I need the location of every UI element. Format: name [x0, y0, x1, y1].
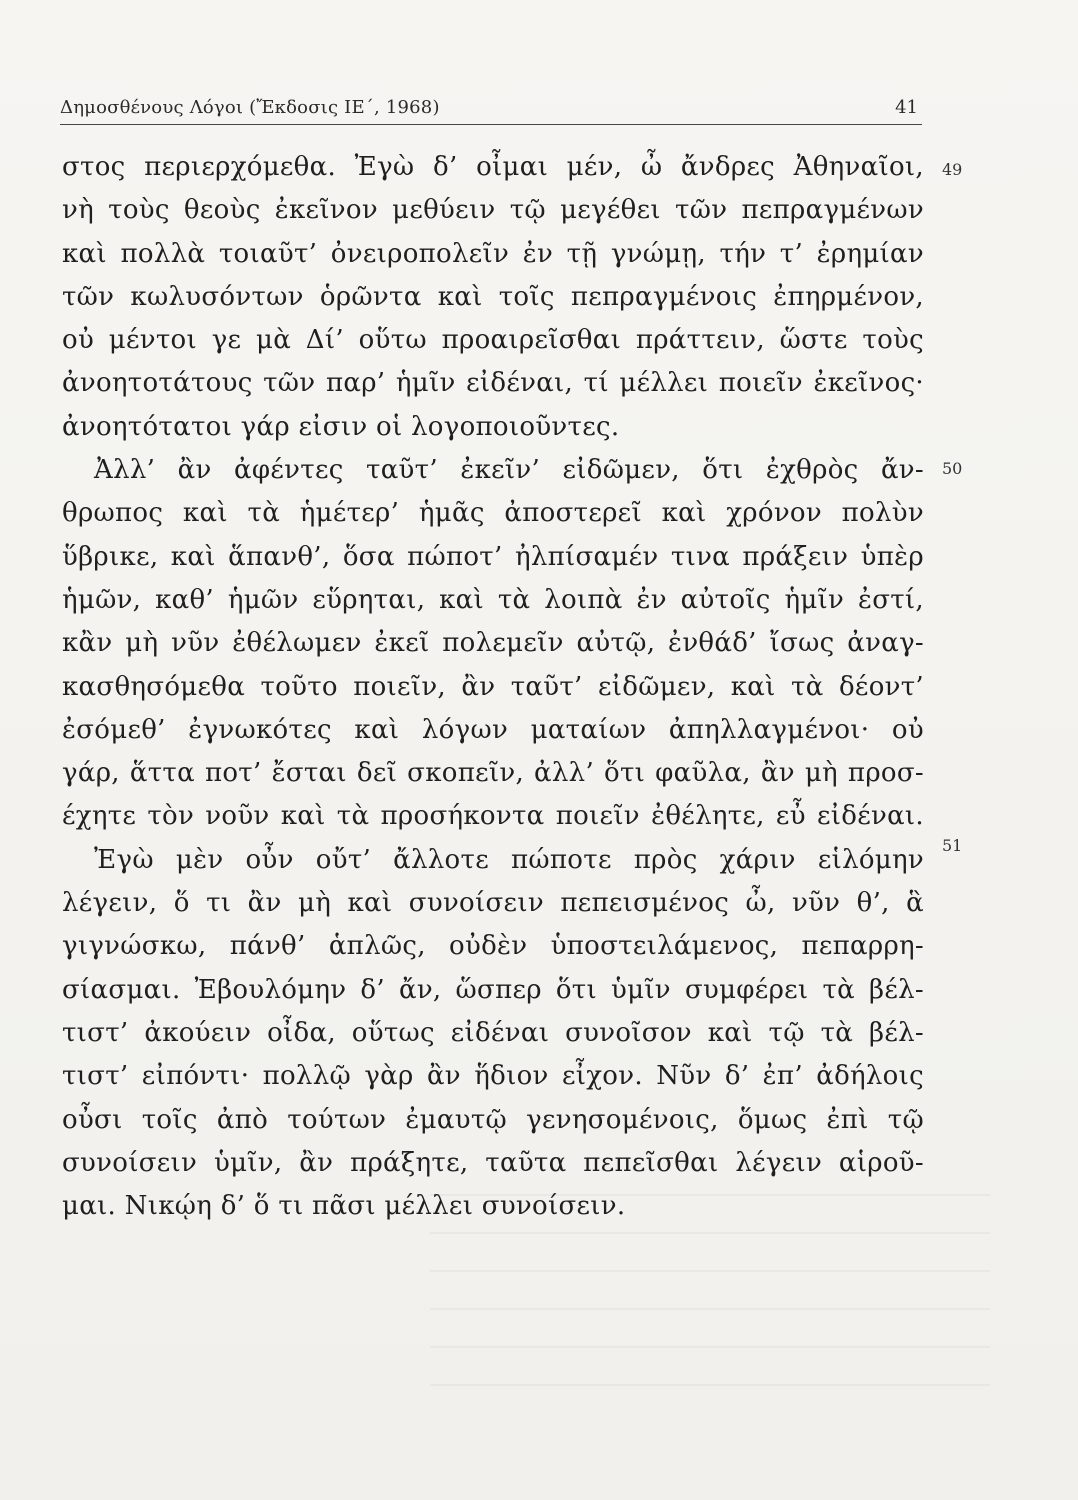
text-line: σίασμαι. Ἐβουλόμην δ’ ἄν, ὥσπερ ὅτι ὑμῖν συμφέρει τὰ βέλ- — [62, 974, 924, 1005]
text-line: Ἀλλ’ ἂν ἀφέντες ταῦτ’ ἐκεῖν’ εἰδῶμεν, ὅτι ἐχθρὸς ἄν- — [94, 455, 924, 486]
text-line: οὖσι τοῖς ἀπὸ τούτων ἐμαυτῷ γενησομένοις, ὅμως ἐπὶ τῷ — [62, 1104, 924, 1135]
text-line: καὶ πολλὰ τοιαῦτ’ ὀνειροπολεῖν ἐν τῇ γνώμῃ, τήν τ’ ἐρημίαν — [62, 238, 924, 269]
text-line: ἀνοητοτάτους τῶν παρ’ ἡμῖν εἰδέναι, τί μέλλει ποιεῖν ἐκεῖνος· — [62, 368, 924, 399]
text-line: Ἐγὼ μὲν οὖν οὔτ’ ἄλλοτε πώποτε πρὸς χάριν εἱλόμην — [94, 844, 924, 875]
text-line: τῶν κωλυσόντων ὁρῶντα καὶ τοῖς πεπραγμένοις ἐπηρμένον, — [62, 281, 924, 312]
text-line: ἡμῶν, καθ’ ἡμῶν εὕρηται, καὶ τὰ λοιπὰ ἐν αὐτοῖς ἡμῖν ἐστί, — [62, 584, 924, 615]
section-number: 50 — [942, 459, 963, 478]
text-line: κἂν μὴ νῦν ἐθέλωμεν ἐκεῖ πολεμεῖν αὐτῷ, ἐνθάδ’ ἴσως ἀναγ- — [62, 628, 924, 659]
section-number: 49 — [942, 160, 963, 179]
text-line: νὴ τοὺς θεοὺς ἐκεῖνον μεθύειν τῷ μεγέθει τῶν πεπραγμένων — [62, 195, 924, 226]
running-title: Δημοσθένους Λόγοι (Ἔκδοσις ΙΕ΄, 1968) — [60, 97, 440, 118]
text-line: συνοίσειν ὑμῖν, ἂν πράξητε, ταῦτα πεπεῖσθαι λέγειν αἱροῦ- — [62, 1147, 924, 1178]
text-line: μαι. Νικῴη δ’ ὅ τι πᾶσι μέλλει συνοίσειν. — [62, 1191, 626, 1222]
body-text — [62, 146, 924, 1228]
text-line: λέγειν, ὅ τι ἂν μὴ καὶ συνοίσειν πεπεισμένος ὦ, νῦν θ’, ἃ — [62, 888, 924, 919]
text-line: θρωπος καὶ τὰ ἡμέτερ’ ἡμᾶς ἀποστερεῖ καὶ χρόνον πολὺν — [62, 498, 924, 529]
text-line: κασθησόμεθα τοῦτο ποιεῖν, ἂν ταῦτ’ εἰδῶμεν, καὶ τὰ δέοντ’ — [62, 671, 924, 702]
section-number: 51 — [942, 836, 963, 855]
running-header — [60, 92, 922, 125]
text-line: ὕβρικε, καὶ ἅπανθ’, ὅσα πώποτ’ ἠλπίσαμέν τινα πράξειν ὑπὲρ — [62, 541, 924, 572]
text-line: έχητε τὸν νοῦν καὶ τὰ προσήκοντα ποιεῖν ἐθέλητε, εὖ εἰδέναι. — [62, 801, 924, 832]
text-line: ἐσόμεθ’ ἐγνωκότες καὶ λόγων ματαίων ἀπηλλαγμένοι· οὐ — [62, 714, 924, 745]
text-line: οὐ μέντοι γε μὰ Δί’ οὕτω προαιρεῖσθαι πράττειν, ὥστε τοὺς — [62, 325, 924, 356]
text-line: τιστ’ εἰπόντι· πολλῷ γὰρ ἂν ἥδιον εἶχον. Νῦν δ’ ἐπ’ ἀδήλοις — [62, 1061, 924, 1092]
text-line: ἀνοητότατοι γάρ εἰσιν οἱ λογοποιοῦντες. — [62, 411, 620, 442]
text-line: γάρ, ἅττα ποτ’ ἔσται δεῖ σκοπεῖν, ἀλλ’ ὅτι φαῦλα, ἂν μὴ προσ- — [62, 758, 924, 789]
text-line: στος περιερχόμεθα. Ἐγὼ δ’ οἶμαι μέν, ὦ ἄνδρες Ἀθηναῖοι, — [62, 152, 924, 182]
text-line: τιστ’ ἀκούειν οἶδα, οὕτως εἰδέναι συνοῖσον καὶ τῷ τὰ βέλ- — [62, 1017, 924, 1048]
text-line: γιγνώσκω, πάνθ’ ἁπλῶς, οὐδὲν ὑποστειλάμενος, πεπαρρη- — [62, 931, 924, 962]
page-number: 41 — [895, 97, 918, 118]
show-through-texture — [430, 1180, 990, 1410]
